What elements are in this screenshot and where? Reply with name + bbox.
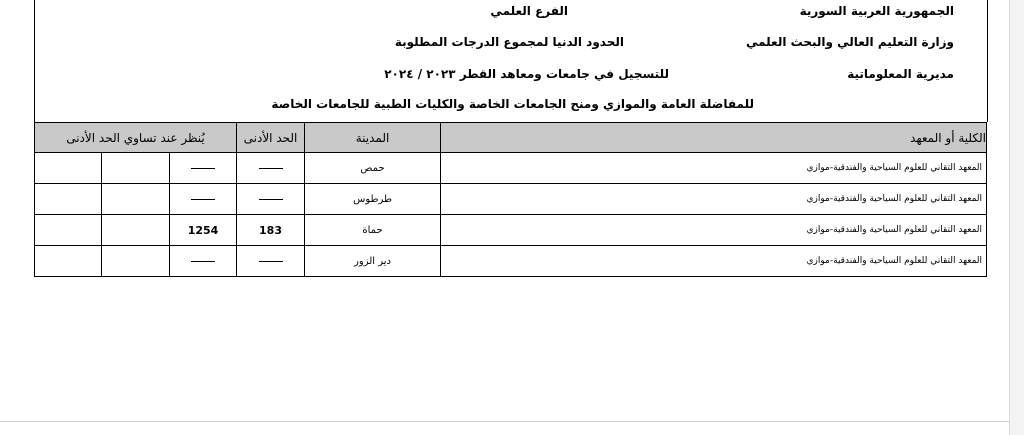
col-header-city: المدينة bbox=[305, 123, 441, 153]
registration-title: للتسجيل في جامعات ومعاهد القطر ٢٠٢٣ / ٢٠٢٤ bbox=[384, 67, 669, 81]
min-cell bbox=[237, 153, 305, 184]
city-cell: حمص bbox=[305, 153, 441, 184]
directorate-title: مديرية المعلوماتية bbox=[847, 67, 954, 81]
empty-cell bbox=[102, 215, 170, 246]
results-table bbox=[34, 122, 987, 277]
republic-title: الجمهورية العربية السورية bbox=[799, 4, 954, 18]
empty-dash bbox=[259, 261, 283, 262]
col-header-min: الحد الأدنى bbox=[237, 123, 305, 153]
empty-cell bbox=[102, 153, 170, 184]
min-cell: 183 bbox=[237, 215, 305, 246]
empty-dash bbox=[191, 168, 215, 169]
empty-cell bbox=[35, 153, 102, 184]
institute-cell: المعهد التقاني للعلوم السياحية والفندقية-موازي bbox=[441, 215, 987, 246]
viewer-scroll-edge bbox=[1009, 0, 1024, 435]
institute-cell: المعهد التقاني للعلوم السياحية والفندقية-موازي bbox=[441, 153, 987, 184]
empty-dash bbox=[259, 168, 283, 169]
table-header-row bbox=[35, 123, 987, 153]
tiebreak-cell bbox=[170, 246, 237, 277]
viewer-divider bbox=[0, 421, 1010, 422]
empty-dash bbox=[191, 199, 215, 200]
city-cell: حماة bbox=[305, 215, 441, 246]
table-row bbox=[35, 184, 987, 215]
empty-cell bbox=[35, 184, 102, 215]
min-limits-title: الحدود الدنيا لمجموع الدرجات المطلوبة bbox=[394, 35, 624, 49]
table-row bbox=[35, 153, 987, 184]
table-row bbox=[35, 246, 987, 277]
empty-cell bbox=[102, 184, 170, 215]
table-row bbox=[35, 215, 987, 246]
branch-title: الفرع العلمي bbox=[490, 4, 568, 18]
institute-cell: المعهد التقاني للعلوم السياحية والفندقية-موازي bbox=[441, 246, 987, 277]
col-header-tiebreak: يُنظر عند تساوي الحد الأدنى bbox=[35, 123, 237, 153]
empty-cell bbox=[35, 246, 102, 277]
empty-cell bbox=[102, 246, 170, 277]
tiebreak-cell: 1254 bbox=[170, 215, 237, 246]
tiebreak-cell bbox=[170, 153, 237, 184]
min-cell bbox=[237, 246, 305, 277]
empty-cell bbox=[35, 215, 102, 246]
min-cell bbox=[237, 184, 305, 215]
ministry-title: وزارة التعليم العالي والبحث العلمي bbox=[745, 35, 954, 49]
tiebreak-cell bbox=[170, 184, 237, 215]
empty-dash bbox=[259, 199, 283, 200]
institute-cell: المعهد التقاني للعلوم السياحية والفندقية-موازي bbox=[441, 184, 987, 215]
empty-dash bbox=[191, 261, 215, 262]
program-title: للمفاضلة العامة والموازي ومنح الجامعات الخاصة والكليات الطبية للجامعات الخاصة bbox=[271, 97, 754, 111]
col-header-institute: الكلية أو المعهد bbox=[441, 123, 987, 153]
city-cell: طرطوس bbox=[305, 184, 441, 215]
city-cell: دير الزور bbox=[305, 246, 441, 277]
